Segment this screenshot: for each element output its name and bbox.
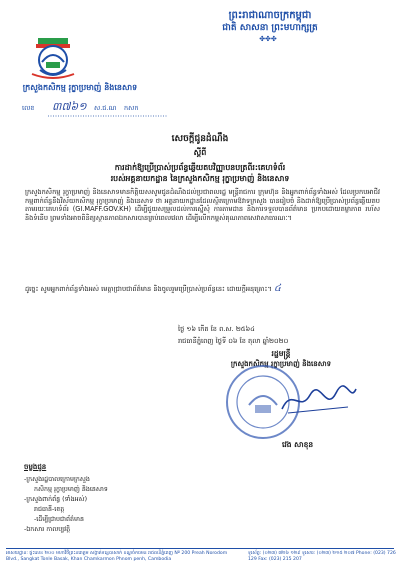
notice-title: សេចក្ដីជូនដំណឹង <box>171 134 229 144</box>
national-motto: ជាតិ សាសនា ព្រះមហាក្សត្រ <box>222 23 318 33</box>
body-paragraph-2-text: ដូច្នេះ សូមអ្នកពាក់ព័ន្ធទាំងអស់ មេត្តាជ្រាបជាព័ត៌មាន និងចូលរួមប្រើប្រាស់ប្រព័ន្ធនេះ ដោយក្ដីអនុគ្រោះ។ <box>25 285 272 293</box>
handwritten-mark: ៤ <box>273 283 281 294</box>
footer-divider <box>6 548 394 549</box>
solar-date: រាជធានីភ្នំពេញ ថ្ងៃទី ០៦ ខែ តុលា ឆ្នាំ២០២០ <box>178 337 289 345</box>
lunar-date: ថ្ងៃ ១៦ កើត ខែ ព.ស. ២៥៦៤ <box>178 325 255 333</box>
notice-subject-line-1: ការដាក់ឱ្យប្រើប្រាស់ប្រព័ន្ធឆ្លើយតបវិញ្ញាបនបត្រពីរ:គេហទំព័រ <box>114 163 286 172</box>
recipient-item: កសិកម្ម រុក្ខាប្រមាញ់ និងនេសាទ <box>34 486 108 493</box>
reference-dotted-line <box>48 114 168 118</box>
recipient-item: -ក្រសួងពាក់ព័ន្ធ (ទាំងអស់) <box>24 496 88 503</box>
body-paragraph-2 <box>25 285 380 294</box>
signatory-office: ក្រសួងកសិកម្ម រុក្ខាប្រមាញ់ និងនេសាទ <box>230 360 332 368</box>
recipient-item: -ឯកសារ កាលប្បវត្តិ <box>24 526 71 533</box>
reference-suffix: ស.ជ.ណ <box>94 104 117 112</box>
reference-label: លេខ <box>22 104 35 112</box>
body-paragraph-1: ក្រសួងកសិកម្ម រុក្ខាប្រមាញ់ និងនេសាទ​មានកិត្តិយសសូមជូនដំណឹងដល់ប្រជាពលរដ្ឋ មន្ត្រីរាជការ ក្រុមហ៊ុន និងអ្នកពាក់ព័ន្ធទាំងអស់ ដែលប្រកបអាជីវកម្មពាក់ព័ន្ធនឹងវិស័យកសិកម្ម រុក្ខាប្រមាញ់ និងនេសាទ ថា អគ្គនាយកដ្ឋានដែលស្ថិតក្រោមឱវាទក្រសួង បានរៀបចំ និងដាក់ឱ្យប្រើប្រាស់ប្រព័ន្ធឆ្លើយតបតាមរយៈគេហទំព័រ (GI.MAFF.GOV.KH) ដើម្បីជួយសម្រួលដល់ការស្នើសុំ ការតាមដាន និងការទទួលបានព័ត៌មាន ប្រកបដោយតម្លាភាព រហ័ស និងទំនើប ព្រមទាំងអាចពិនិត្យស្ថានភាពឯកសារបានគ្រប់ពេលវេលា ដើម្បីលើកកម្ពស់គុណភាពសេវាសាធារណៈ។ <box>25 188 380 222</box>
footer-contact: ទូរស័ព្ទ: (០២៣) ៧២៦ ១២៩ ទូរសារ: (០២៣) ២១៥ ២០៧ Phone: (023) 726 129 Fax: (023) 215 207 <box>248 551 396 562</box>
reference-number <box>22 102 272 118</box>
reference-end: កសក <box>124 104 139 112</box>
header-ornament: ✤✤✤ <box>259 35 277 43</box>
footer-address: អាសយដ្ឋាន: ផ្ទះលេខ ២០០ មហាវិថីព្រះនរោត្តម សង្កាត់ទន្លេបាសាក់ ខណ្ឌចំការមន រាជធានីភ្នំពេញ Nº 200 Preah Norodom Blvd., Sangkat Tonle Basak, Khan Chamkarmon Phnom penh, Cambodia <box>6 551 228 562</box>
recipient-item: រាជធានី-ខេត្ត <box>34 506 65 513</box>
signatory-name: វេង សាខុន <box>282 440 314 449</box>
reference-handwritten-number: ៣៧៦១ <box>52 100 87 113</box>
ministry-logo-icon <box>28 36 78 80</box>
ministry-name: ក្រសួងកសិកម្ម រុក្ខាប្រមាញ់ និងនេសាទ <box>22 83 138 92</box>
recipient-item: -ក្រសួងរដ្ឋបាលក្រោមក្រសួង <box>24 476 90 483</box>
recipient-item: -ដើម្បីជ្រាបជាព័ត៌មាន <box>34 516 84 523</box>
notice-subject-line-2: របស់អគ្គនាយកដ្ឋាន នៃក្រសួងកសិកម្ម រុក្ខាប្រមាញ់ និងនេសាទ <box>110 174 290 183</box>
kingdom-header: ព្រះរាជាណាចក្រកម្ពុជា <box>228 10 312 21</box>
signature-icon <box>278 383 358 417</box>
notice-subtitle: ស្ដីពី <box>193 148 207 157</box>
recipients-heading: ចម្លងជូន <box>24 463 47 471</box>
signatory-title: រដ្ឋមន្ត្រី <box>271 349 291 358</box>
